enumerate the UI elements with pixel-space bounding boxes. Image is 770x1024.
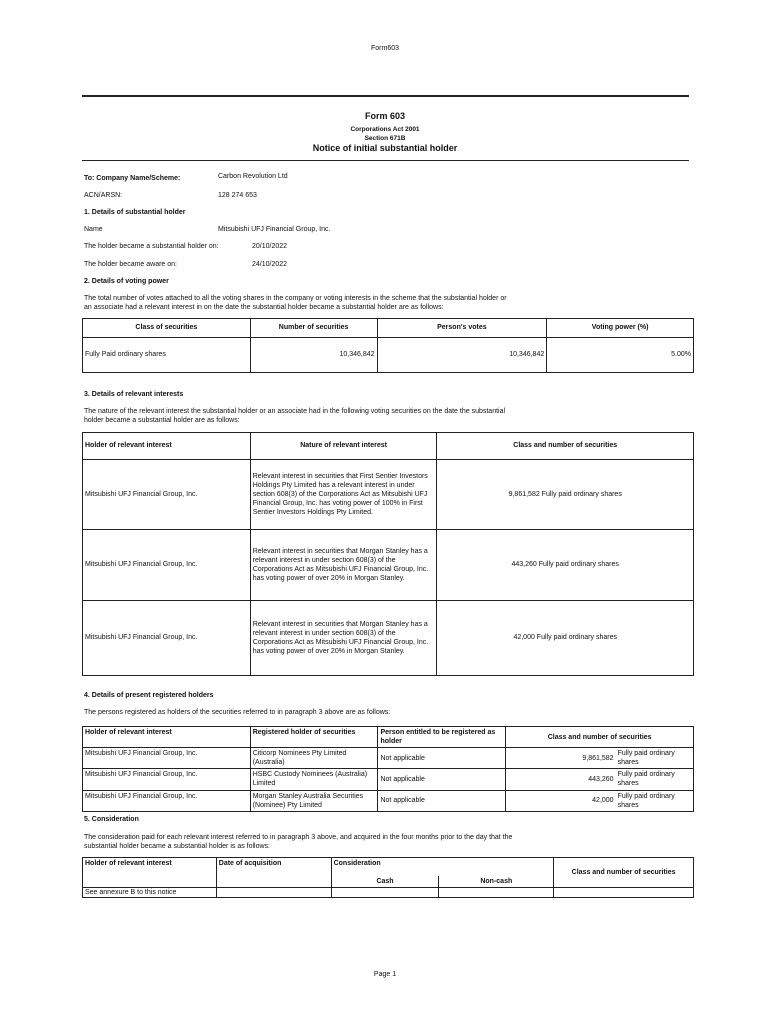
section3-heading: 3. Details of relevant interests bbox=[84, 391, 184, 398]
company-name: Carbon Revolution Ltd bbox=[218, 173, 288, 180]
cell-class: Fully paid ordinary shares bbox=[616, 790, 694, 811]
table-row bbox=[83, 769, 694, 790]
table-row bbox=[83, 601, 694, 676]
cell-number: 42,000 bbox=[506, 790, 616, 811]
header-holder: Holder of relevant interest bbox=[83, 858, 217, 888]
cell-nature: Relevant interest in securities that Morgan Stanley has a relevant interest in under section 608(3) of the Corporations Act as Mitsubishi UFJ Financial Group, Inc. has voting power of over 20% in Morgan Stanley. bbox=[250, 530, 437, 601]
header-class-of-securities: Class of securities bbox=[83, 319, 251, 338]
cell-nature: Relevant interest in securities that First Sentier Investors Holdings Pty Limited has a relevant interest in under section 608(3) of the Corporations Act as Mitsubishi UFJ Financial Group, Inc. has voting power of 100% in First Sentier Investors Holdings Pty Limited. bbox=[250, 460, 437, 530]
table-row bbox=[83, 748, 694, 769]
top-rule bbox=[82, 95, 689, 97]
cell-class-number: 42,000 Fully paid ordinary shares bbox=[437, 601, 694, 676]
cell-entitled: Not applicable bbox=[378, 769, 506, 790]
consideration-table bbox=[82, 857, 694, 898]
to-label: To: Company Name/Scheme: bbox=[84, 175, 181, 182]
cell-holder: Mitsubishi UFJ Financial Group, Inc. bbox=[83, 769, 251, 790]
cell-holder: Mitsubishi UFJ Financial Group, Inc. bbox=[83, 601, 251, 676]
header-non-cash: Non-cash bbox=[439, 876, 554, 888]
cell-holder: Mitsubishi UFJ Financial Group, Inc. bbox=[83, 460, 251, 530]
became-label: The holder became a substantial holder on: bbox=[84, 243, 219, 250]
section4-intro: The persons registered as holders of the securities referred to in paragraph 3 above are as follows: bbox=[84, 709, 391, 716]
cell-number: 9,861,582 bbox=[506, 748, 616, 769]
cell-entitled: Not applicable bbox=[378, 748, 506, 769]
header-class-number: Class and number of securities bbox=[554, 858, 694, 888]
name-value: Mitsubishi UFJ Financial Group, Inc. bbox=[218, 226, 331, 233]
header-number-of-securities: Number of securities bbox=[250, 319, 377, 338]
cell-empty bbox=[331, 887, 439, 897]
header-voting-power: Voting power (%) bbox=[547, 319, 694, 338]
cell-votes: 10,346,842 bbox=[377, 338, 547, 373]
name-label: Name bbox=[84, 226, 103, 233]
aware-label: The holder became aware on: bbox=[84, 261, 177, 268]
section3-intro-1: The nature of the relevant interest the substantial holder or an associate had in the following voting securities on the date the substantial bbox=[84, 408, 506, 415]
section2-heading: 2. Details of voting power bbox=[84, 278, 169, 285]
section-title: Section 671B bbox=[364, 135, 406, 142]
header-class-number: Class and number of securities bbox=[437, 433, 694, 460]
registered-holders-table bbox=[82, 726, 694, 812]
header-holder: Holder of relevant interest bbox=[83, 433, 251, 460]
cell-registered: Morgan Stanley Australia Securities (Nominee) Pty Limited bbox=[250, 790, 378, 811]
section2-intro-2: an associate had a relevant interest in on the date the substantial holder became a substantial holder are as follows: bbox=[84, 304, 444, 311]
section4-heading: 4. Details of present registered holders bbox=[84, 692, 214, 699]
cell-empty bbox=[439, 887, 554, 897]
page-number: Page 1 bbox=[373, 971, 397, 978]
cell-class-number: 443,260 Fully paid ordinary shares bbox=[437, 530, 694, 601]
header-consideration: Consideration bbox=[331, 858, 554, 876]
header-date: Date of acquisition bbox=[216, 858, 331, 888]
cell-number: 443,260 bbox=[506, 769, 616, 790]
cell-class: Fully paid ordinary shares bbox=[616, 748, 694, 769]
header-registered-holder: Registered holder of securities bbox=[250, 727, 378, 748]
became-value: 20/10/2022 bbox=[252, 243, 288, 250]
cell-class: Fully Paid ordinary shares bbox=[83, 338, 251, 373]
header-nature: Nature of relevant interest bbox=[250, 433, 437, 460]
cell-class-number: 9,861,582 Fully paid ordinary shares bbox=[437, 460, 694, 530]
cell-entitled: Not applicable bbox=[378, 790, 506, 811]
cell-holder: Mitsubishi UFJ Financial Group, Inc. bbox=[83, 530, 251, 601]
cell-see-annexure: See annexure B to this notice bbox=[83, 887, 217, 897]
header-class-number: Class and number of securities bbox=[506, 727, 694, 748]
voting-power-table bbox=[82, 318, 694, 373]
cell-number: 10,346,842 bbox=[250, 338, 377, 373]
relevant-interests-table bbox=[82, 432, 694, 676]
cell-nature: Relevant interest in securities that Morgan Stanley has a relevant interest in under section 608(3) of the Corporations Act as Mitsubishi UFJ Financial Group, Inc. has voting power of over 20% in Morgan Stanley. bbox=[250, 601, 437, 676]
header-persons-votes: Person's votes bbox=[377, 319, 547, 338]
section1-heading: 1. Details of substantial holder bbox=[84, 209, 186, 216]
table-row bbox=[83, 790, 694, 811]
cell-empty bbox=[554, 887, 694, 897]
cell-voting-power: 5.00% bbox=[547, 338, 694, 373]
notice-title: Notice of initial substantial holder bbox=[312, 143, 458, 153]
section5-intro-1: The consideration paid for each relevant interest referred to in paragraph 3 above, and acquired in the four months prior to the day that the bbox=[84, 834, 513, 841]
title-rule bbox=[82, 160, 689, 161]
cell-class: Fully paid ordinary shares bbox=[616, 769, 694, 790]
acn-value: 128 274 653 bbox=[218, 192, 257, 199]
section5-heading: 5. Consideration bbox=[84, 816, 139, 823]
cell-registered: Citicorp Nominees Pty Limited (Australia) bbox=[250, 748, 378, 769]
running-header: Form603 bbox=[370, 45, 399, 52]
table-row bbox=[83, 460, 694, 530]
header-entitled: Person entitled to be registered as holder bbox=[378, 727, 506, 748]
section3-intro-2: holder became a substantial holder are as follows: bbox=[84, 417, 240, 424]
table-row bbox=[83, 338, 694, 373]
cell-holder: Mitsubishi UFJ Financial Group, Inc. bbox=[83, 748, 251, 769]
table-row bbox=[83, 887, 694, 897]
form-title: Form 603 bbox=[364, 111, 406, 121]
aware-value: 24/10/2022 bbox=[252, 261, 288, 268]
cell-registered: HSBC Custody Nominees (Australia) Limited bbox=[250, 769, 378, 790]
header-holder: Holder of relevant interest bbox=[83, 727, 251, 748]
table-row bbox=[83, 530, 694, 601]
acn-label: ACN/ARSN: bbox=[84, 192, 123, 199]
cell-holder: Mitsubishi UFJ Financial Group, Inc. bbox=[83, 790, 251, 811]
section5-intro-2: substantial holder became a substantial holder is as follows: bbox=[84, 843, 270, 850]
header-cash: Cash bbox=[331, 876, 439, 888]
act-title: Corporations Act 2001 bbox=[350, 126, 420, 133]
section2-intro-1: The total number of votes attached to all the voting shares in the company or voting interests in the scheme that the substantial holder or bbox=[84, 295, 507, 302]
cell-empty bbox=[216, 887, 331, 897]
